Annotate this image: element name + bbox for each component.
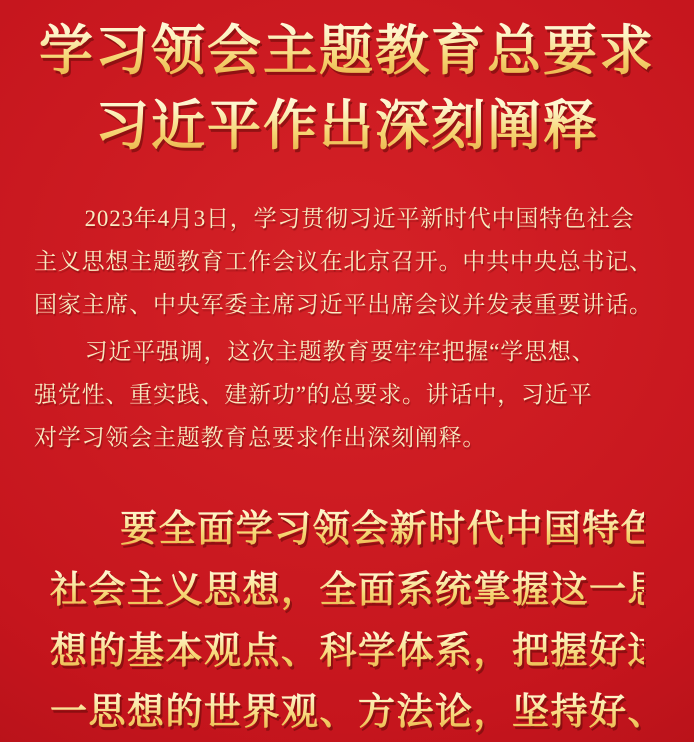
headline-line-2: 习近平作出深刻阐释: [0, 89, 694, 164]
intro-paragraph-1-line-3: 国家主席、中央军委主席习近平出席会议并发表重要讲话。: [34, 292, 653, 317]
quote-line-4: 一思想的世界观、方法论，坚持好、: [50, 681, 644, 742]
intro-paragraph-1-line-2: 主义思想主题教育工作会议在北京召开。中共中央总书记、: [34, 249, 653, 274]
quote-line-2: 社会主义思想，全面系统掌握这一思: [50, 559, 644, 620]
headline-line-1: 学习领会主题教育总要求: [0, 14, 694, 89]
intro-paragraph-2-line-1: 习近平强调，这次主题教育要牢牢把握“学思想、: [84, 339, 596, 364]
intro-paragraph-1-line-1: 2023年4月3日，学习贯彻习近平新时代中国特色社会: [84, 206, 635, 231]
intro-text: [34, 197, 660, 459]
quote-block: [0, 498, 694, 742]
intro-paragraph-2-line-2: 强党性、重实践、建新功”的总要求。讲话中，习近平: [34, 382, 593, 407]
intro-paragraph-2-line-3: 对学习领会主题教育总要求作出深刻阐释。: [34, 425, 487, 450]
intro-paragraph-1: [34, 197, 660, 326]
quote-line-1: 要全面学习领会新时代中国特色: [50, 498, 644, 559]
intro-paragraph-2: [34, 330, 660, 459]
quote-line-3: 想的基本观点、科学体系，把握好这: [50, 620, 644, 681]
headline: [0, 0, 694, 164]
